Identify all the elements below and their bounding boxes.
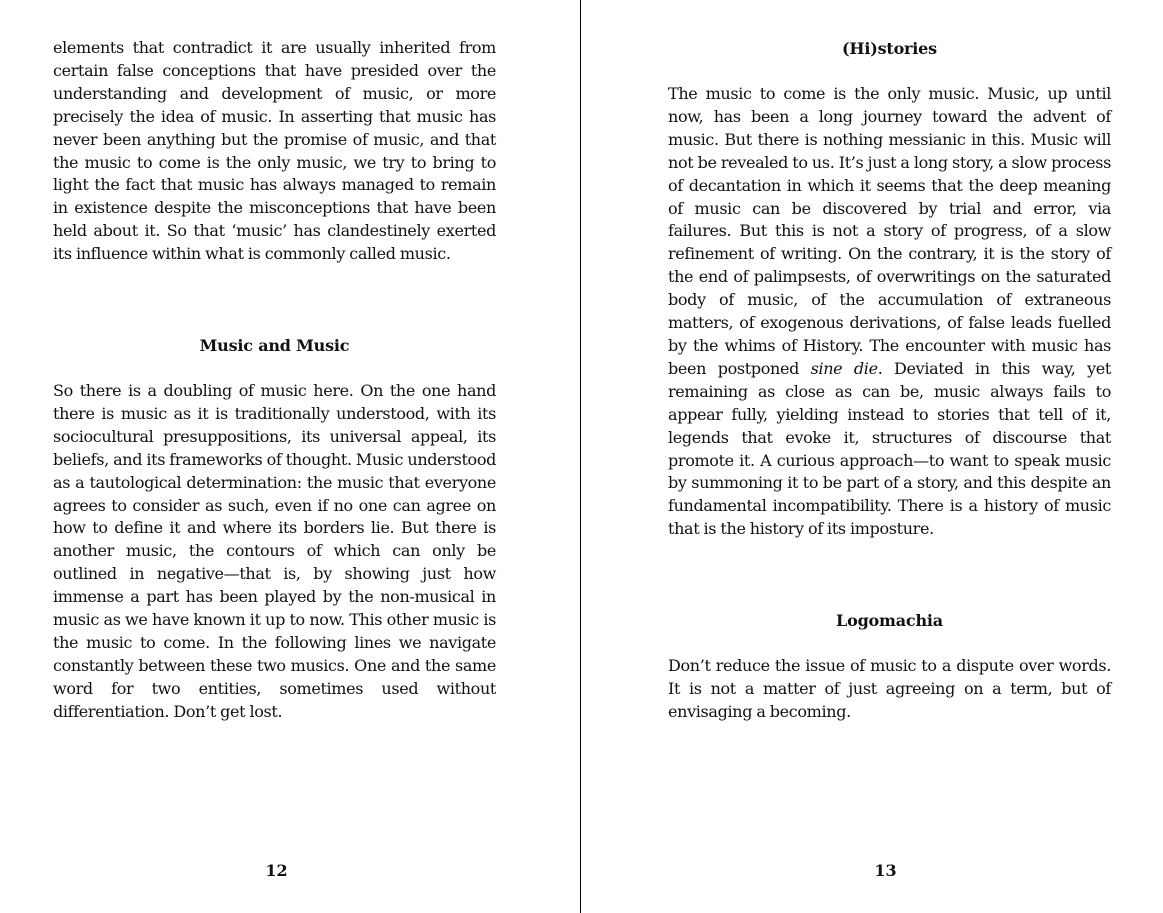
continued-paragraph [53,37,496,266]
paragraph-text [668,83,1111,541]
italic-phrase: sine die [810,358,878,378]
page-number-left: 12 [265,861,288,880]
page-number-right: 13 [874,861,897,880]
section-heading-logomachia: Logomachia [836,611,943,630]
section-heading-histories: (Hi)stories [842,39,937,58]
paragraph-text-part: . Deviated in this way, yet remaining as close as can be, music always fails to appear fully, yielding instead to stories that tell of it, legends that evoke it, structures of discourse that promote it. A curious approach—to want to speak music by summoning it to be part of a story, and this despite an fundamental incompatibility. There is a history of music that is the history of its imposture. [668,358,1111,539]
histories-section [668,83,1111,541]
paragraph-text: Don’t reduce the issue of music to a dispute over words. It is not a matter of just agreeing on a term, but of envisaging a becoming. [668,656,1111,721]
paragraph-text: So there is a doubling of music here. On the one hand there is music as it is traditionally understood, with its sociocultural presuppositions, its universal appeal, its beliefs, and its frameworks of thought. Music understood as a tautological determination: the music that everyone agrees to consider as such, even if no one can agree on how to define it and where its borders lie. But there is another music, the contours of which can only be outlined in negative—that is, by showing just how immense a part has been played by the non-musical in music as we have known it up to now. This other music is the music to come. In the following lines we navigate constantly between these two musics. One and the same word for two entities, sometimes used without differentiation. Don’t get lost. [53,381,496,721]
section-heading-music-and-music: Music and Music [199,336,350,355]
paragraph-text: elements that contradict it are usually inherited from certain false conceptions that have presided over the understanding and development of music, or more precisely the idea of music. In asserting that music has never been anything but the promise of music, and that the music to come is the only music, we try to bring to light the fact that music has always managed to remain in existence despite the misconceptions that have been held about it. So that ‘music’ has clandestinely exerted its influence within what is commonly called music. [53,38,496,264]
logomachia-section [668,655,1111,724]
paragraph-text-part: The music to come is the only music. Music, up until now, has been a long journey toward the advent of music. But there is nothing messianic in this. Music will not be revealed to us. It’s just a long story, a slow process of decantation in which it seems that the deep meaning of music can be discovered by trial and error, via failures. But this is not a story of progress, of a slow refinement of writing. On the contrary, it is the story of the end of palimpsests, of overwritings on the saturated body of music, of the accumulation of extraneous matters, of exogenous derivations, of false leads fuelled by the whims of History. The encounter with music has been postponed [668,84,1111,378]
right-page [582,0,1163,913]
left-page [0,0,581,913]
music-and-music-section [53,380,496,724]
book-gutter-divider [580,0,581,913]
